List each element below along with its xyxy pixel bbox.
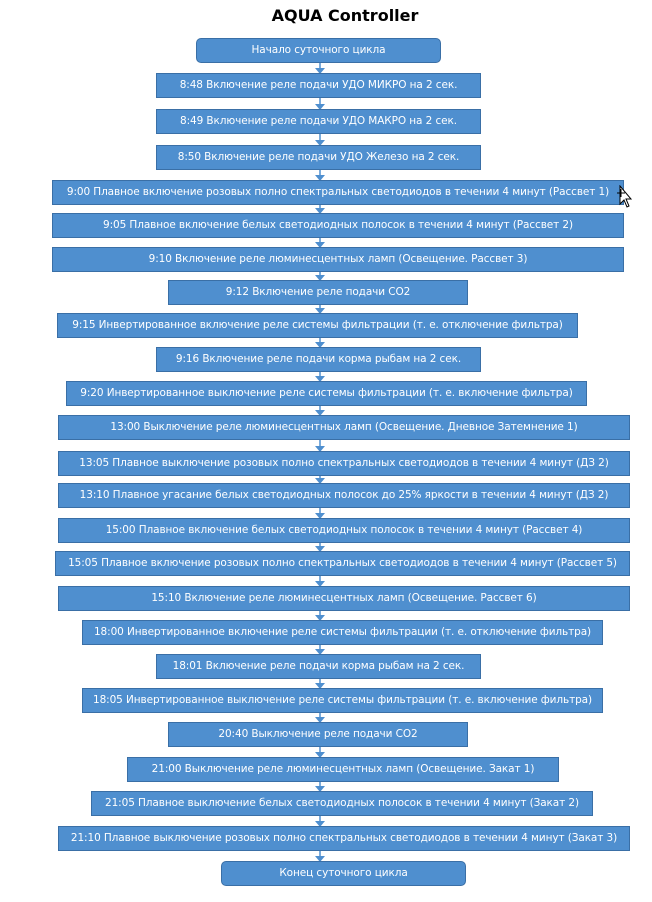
process-step: 21:05 Плавное выключение белых светодиодных полосок в течении 4 минут (Закат 2) — [91, 791, 593, 816]
end-node: Конец суточного цикла — [221, 861, 466, 886]
process-step: 13:05 Плавное выключение розовых полно спектральных светодиодов в течении 4 минут (ДЗ 2) — [58, 451, 630, 476]
process-step: 13:10 Плавное угасание белых светодиодных полосок до 25% яркости в течении 4 минут (ДЗ 2) — [58, 483, 630, 508]
diagram-title: AQUA Controller — [271, 6, 419, 25]
process-step: 9:20 Инвертированное выключение реле системы фильтрации (т. е. включение фильтра) — [66, 381, 587, 406]
process-step: 18:00 Инвертированное включение реле системы фильтрации (т. е. отключение фильтра) — [82, 620, 603, 645]
process-step: 15:10 Включение реле люминесцентных ламп (Освещение. Рассвет 6) — [58, 586, 630, 611]
process-step: 20:40 Выключение реле подачи CO2 — [168, 722, 468, 747]
process-step: 18:05 Инвертированное выключение реле системы фильтрации (т. е. включение фильтра) — [82, 688, 603, 713]
process-step: 21:10 Плавное выключение розовых полно спектральных светодиодов в течении 4 минут (Закат 3) — [58, 826, 630, 851]
process-step: 15:00 Плавное включение белых светодиодных полосок в течении 4 минут (Рассвет 4) — [58, 518, 630, 543]
process-step: 8:49 Включение реле подачи УДО МАКРО на 2 сек. — [156, 109, 481, 134]
process-step: 15:05 Плавное включение розовых полно спектральных светодиодов в течении 4 минут (Рассвет 5) — [55, 551, 630, 576]
process-step: 9:16 Включение реле подачи корма рыбам на 2 сек. — [156, 347, 481, 372]
move-cursor-icon — [615, 185, 635, 211]
process-step: 9:12 Включение реле подачи CO2 — [168, 280, 468, 305]
process-step: 13:00 Выключение реле люминесцентных ламп (Освещение. Дневное Затемнение 1) — [58, 415, 630, 440]
process-step: 9:00 Плавное включение розовых полно спектральных светодиодов в течении 4 минут (Рассвет 1) — [52, 180, 624, 205]
process-step: 9:15 Инвертированное включение реле системы фильтрации (т. е. отключение фильтра) — [57, 313, 578, 338]
process-step: 8:48 Включение реле подачи УДО МИКРО на 2 сек. — [156, 73, 481, 98]
process-step: 18:01 Включение реле подачи корма рыбам на 2 сек. — [156, 654, 481, 679]
process-step: 9:05 Плавное включение белых светодиодных полосок в течении 4 минут (Рассвет 2) — [52, 213, 624, 238]
process-step: 9:10 Включение реле люминесцентных ламп (Освещение. Рассвет 3) — [52, 247, 624, 272]
process-step: 21:00 Выключение реле люминесцентных ламп (Освещение. Закат 1) — [127, 757, 559, 782]
start-node: Начало суточного цикла — [196, 38, 441, 63]
process-step: 8:50 Включение реле подачи УДО Железо на 2 сек. — [156, 145, 481, 170]
